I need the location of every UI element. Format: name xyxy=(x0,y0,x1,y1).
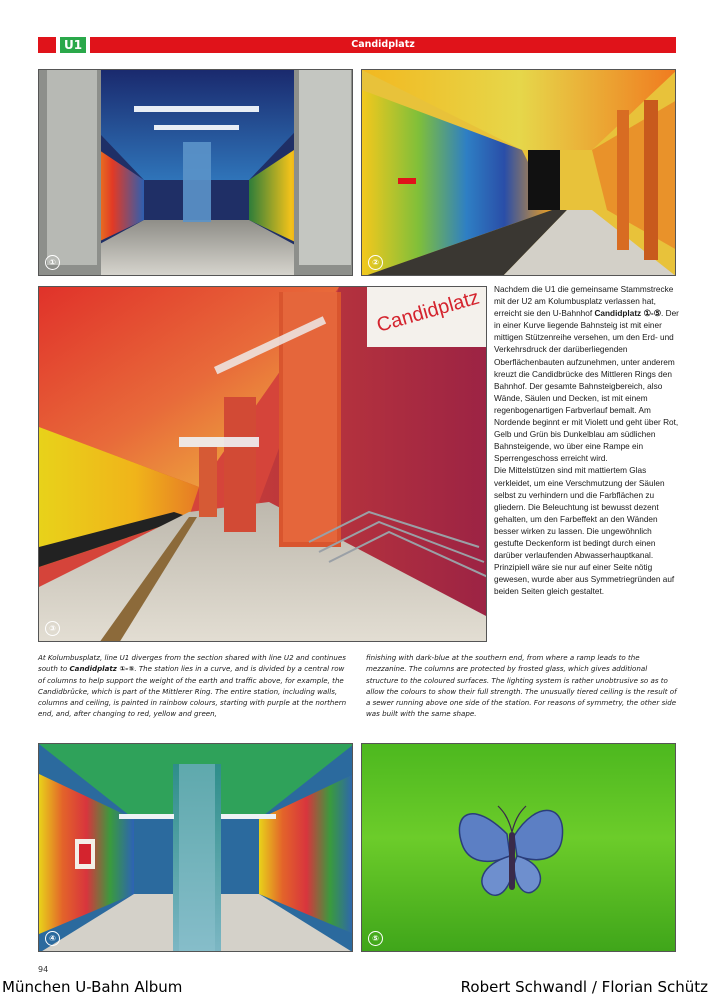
english-text-col-2 xyxy=(366,652,678,720)
photo-4 xyxy=(38,743,353,952)
photo-4-image xyxy=(39,744,353,952)
german-station-name: Candidplatz ①-⑤ xyxy=(594,309,662,319)
photo-2-number: ② xyxy=(368,255,383,270)
german-text xyxy=(494,284,681,598)
photo-4-number: ④ xyxy=(45,931,60,946)
photo-1 xyxy=(38,69,353,276)
book-authors: Robert Schwandl / Florian Schütz xyxy=(460,978,708,996)
photo-3 xyxy=(38,286,487,642)
photo-5-number: ⑤ xyxy=(368,931,383,946)
english-continuation-text: finishing with dark-blue at the southern end, from where a ramp leads to the mezzanine. The columns are protected by frosted glass, which gives additional structure to the coloured surfaces. The lighting system is rather unobtrusive so as to allow the colours to show their full strength. The unusually tiered ceiling is the result of a sewer running above one side of the station. For reasons of symmetry, the other side was built with the same shape. xyxy=(366,653,677,719)
station-title-bar: Candidplatz xyxy=(90,37,676,53)
english-intro-text: At Kolumbusplatz, line U1 diverges from the section shared with line U2 and continues south to xyxy=(38,653,346,674)
photo-1-image xyxy=(39,70,353,276)
photo-2-image xyxy=(362,70,676,276)
photo-1-number: ① xyxy=(45,255,60,270)
page-number: 94 xyxy=(38,965,49,974)
photo-3-number: ③ xyxy=(45,621,60,636)
photo-2 xyxy=(361,69,676,276)
line-badge: U1 xyxy=(60,37,86,53)
german-paragraph-2: Die Mittelstützen sind mit mattiertem Glas verkleidet, um eine Verschmutzung der Säulen selbst zu verhindern und die Farbflächen zu gliedern. Die Beleuchtung ist bewusst dezent gehalten, um den Farbeffekt an den Wänden besser wirken zu lassen. Die ungewöhnlich gestufte Deckenform ist bedingt durch einen darüber verlaufenden Abwasserhauptkanal. Prinzipiell wäre sie nur auf einer Seite nötig gewesen, wurde aber aus Symmetriegründen auf beiden Seiten gleich gestaltet. xyxy=(494,466,675,597)
german-description-text: . Der in einer Kurve liegende Bahnsteig ist mit einer mittigen Stützenreihe versehen, um den Erd- und Verkehrsdruck der darüberliegenden Oberflächenbauten aufzunehmen, unter anderem kreuzt die Candidbrücke des Mittleren Rings den Bahnhof. Der gesamte Bahnsteigbereich, also Wände, Säulen und Decken, ist mit einem regenbogenartigen Farbverlauf bemalt. Am Nordende beginnt er mit Violett und geht über Rot, Gelb und Grün bis Dunkelblau am südlichen Bahnsteigende, wo über eine Rampe ein Sperrengeschoss erreicht wird. xyxy=(494,309,679,464)
english-description-text: . The station lies in a curve, and is divided by a central row of columns to help support the weight of the earth and traffic above, for example, the Candidbrücke, which is part of the Mittlerer Ring. The entire station, including walls, columns and ceiling, is painted in rainbow colours, starting with purple at the northern end, and, after changing to red, yellow and green, xyxy=(38,664,347,719)
photo-5-image xyxy=(362,744,676,952)
photo-5 xyxy=(361,743,676,952)
english-text-col-1 xyxy=(38,652,350,720)
photo-3-image xyxy=(39,287,487,642)
header-red-block xyxy=(38,37,56,53)
german-paragraph-1 xyxy=(494,284,681,465)
station-sign-text: Candidplatz xyxy=(374,287,482,337)
german-intro-text: Nachdem die U1 die gemeinsame Stammstrecke mit der U2 am Kolumbusplatz verlassen hat, erreicht sie den U-Bahnhof xyxy=(494,285,674,319)
english-station-name: Candidplatz ①-⑤ xyxy=(69,664,135,674)
book-title: München U-Bahn Album xyxy=(2,978,183,996)
